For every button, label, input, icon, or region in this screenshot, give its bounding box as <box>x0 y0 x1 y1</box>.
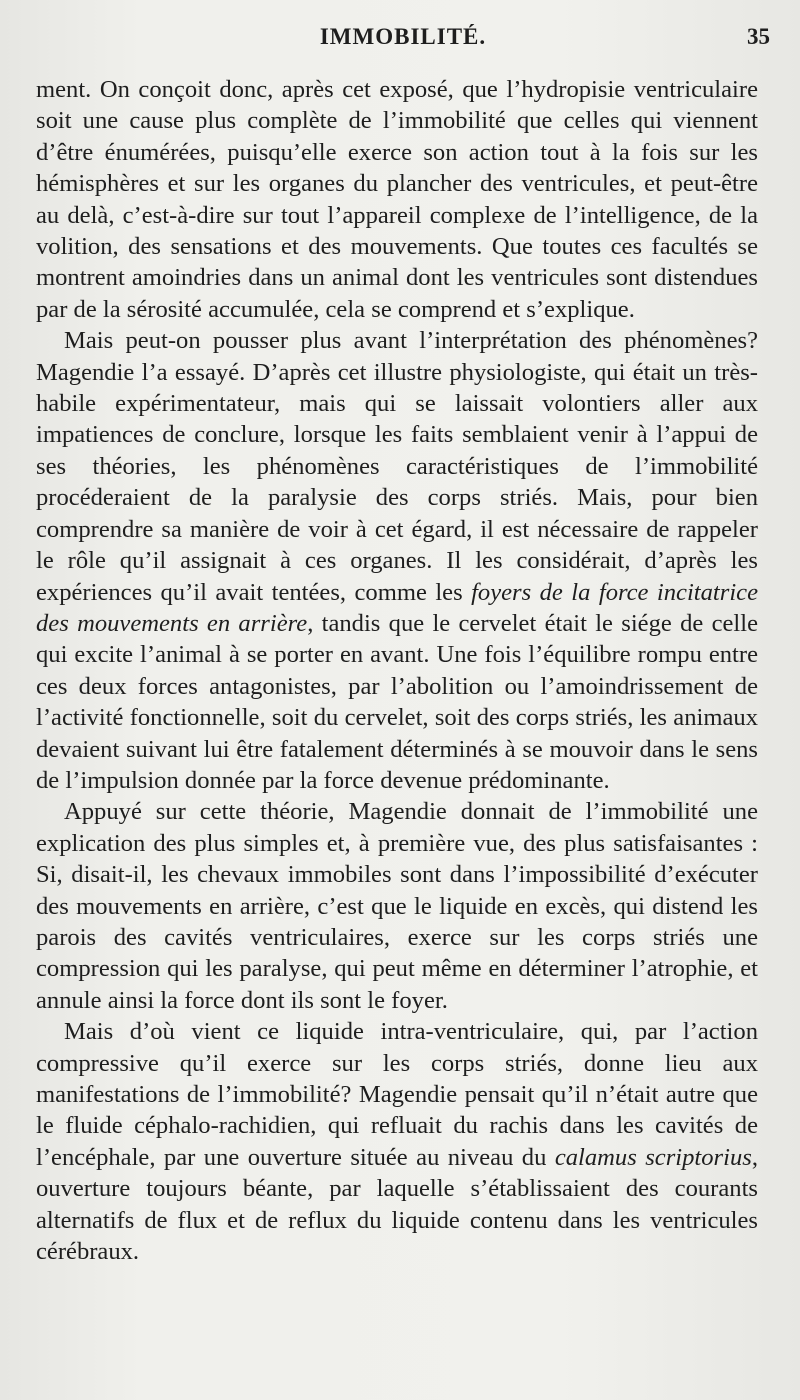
text-segment: , ouverture toujours béante, par laquelle s’établissaient des courants alternatifs de flux et de reflux du liquide contenu dans les ventricules cérébraux. <box>36 1143 758 1266</box>
running-head <box>36 24 770 56</box>
italic-phrase: foyers de la force incitatrice des mouvements en arrière <box>36 578 758 637</box>
text-segment: Appuyé sur cette théorie, Magendie donnait de l’immobilité une explication des plus simples et, à première vue, des plus satisfaisantes : Si, disait-il, les chevaux immobiles sont dans l’impossibilité d’exécuter des mouvements en arrière, c’est que le liquide en excès, qui distend les parois des cavités ventriculaires, exerce sur les corps striés une compression qui les paralyse, qui peut même en déterminer l’atrophie, et annule ainsi la force dont ils sont le foyer. <box>36 798 758 1014</box>
italic-phrase: calamus scriptorius <box>554 1143 752 1171</box>
text-segment: Mais peut-on pousser plus avant l’interprétation des phénomènes? Magendie l’a essayé. D’après cet illustre physiologiste, qui était un très-habile expérimentateur, mais qui se laissait volontiers aller aux impatiences de conclure, lorsque les faits semblaient venir à l’appui de ses théories, les phénomènes caractéristiques de l’immobilité procéderaient de la paralysie des corps striés. Mais, pour bien comprendre sa manière de voir à cet égard, il est nécessaire de rappeler le rôle qu’il assignait à ces organes. Il les considérait, d’après les expériences qu’il avait tentées, comme les <box>36 327 758 606</box>
page-number: 35 <box>747 24 770 49</box>
text-segment: , tandis que le cervelet était le siége de celle qui excite l’animal à se porter en avant. Une fois l’équilibre rompu entre ces deux forces antagonistes, par l’abolition ou l’amoindrissement de l’activité fonctionnelle, soit du cervelet, soit des corps striés, les animaux devaient suivant lui être fatalement déterminés à se mouvoir dans le sens de l’impulsion donnée par la force devenue prédominante. <box>36 609 758 794</box>
text-segment: ment. On conçoit donc, après cet exposé, que l’hydropisie ventriculaire soit une cause plus complète de l’immobilité que celles qui viennent d’être énumérées, puisqu’elle exerce son action tout à la fois sur les hémisphères et sur les organes du plancher des ventricules, et peut-être au delà, c’est-à-dire sur tout l’appareil complexe de l’intelligence, de la volition, des sensations et des mouvements. Que toutes ces facultés se montrent amoindries dans un animal dont les ventricules sont distendues par de la sérosité accumulée, cela se comprend et s’explique. <box>36 76 758 323</box>
paragraph-3 <box>36 796 758 1016</box>
text-segment: Mais d’où vient ce liquide intra-ventriculaire, qui, par l’action compressive qu’il exerce sur les corps striés, donne lieu aux manifestations de l’immobilité? Magendie pensait qu’il n’était autre que le fluide céphalo-rachidien, qui refluait du rachis dans les cavités de l’encéphale, par une ouverture située au niveau du <box>36 1018 758 1171</box>
paragraph-2 <box>36 325 758 796</box>
running-title: IMMOBILITÉ. <box>319 24 487 49</box>
paragraph-4 <box>36 1016 758 1267</box>
paragraph-1 <box>36 74 758 325</box>
body-text <box>36 74 758 1267</box>
